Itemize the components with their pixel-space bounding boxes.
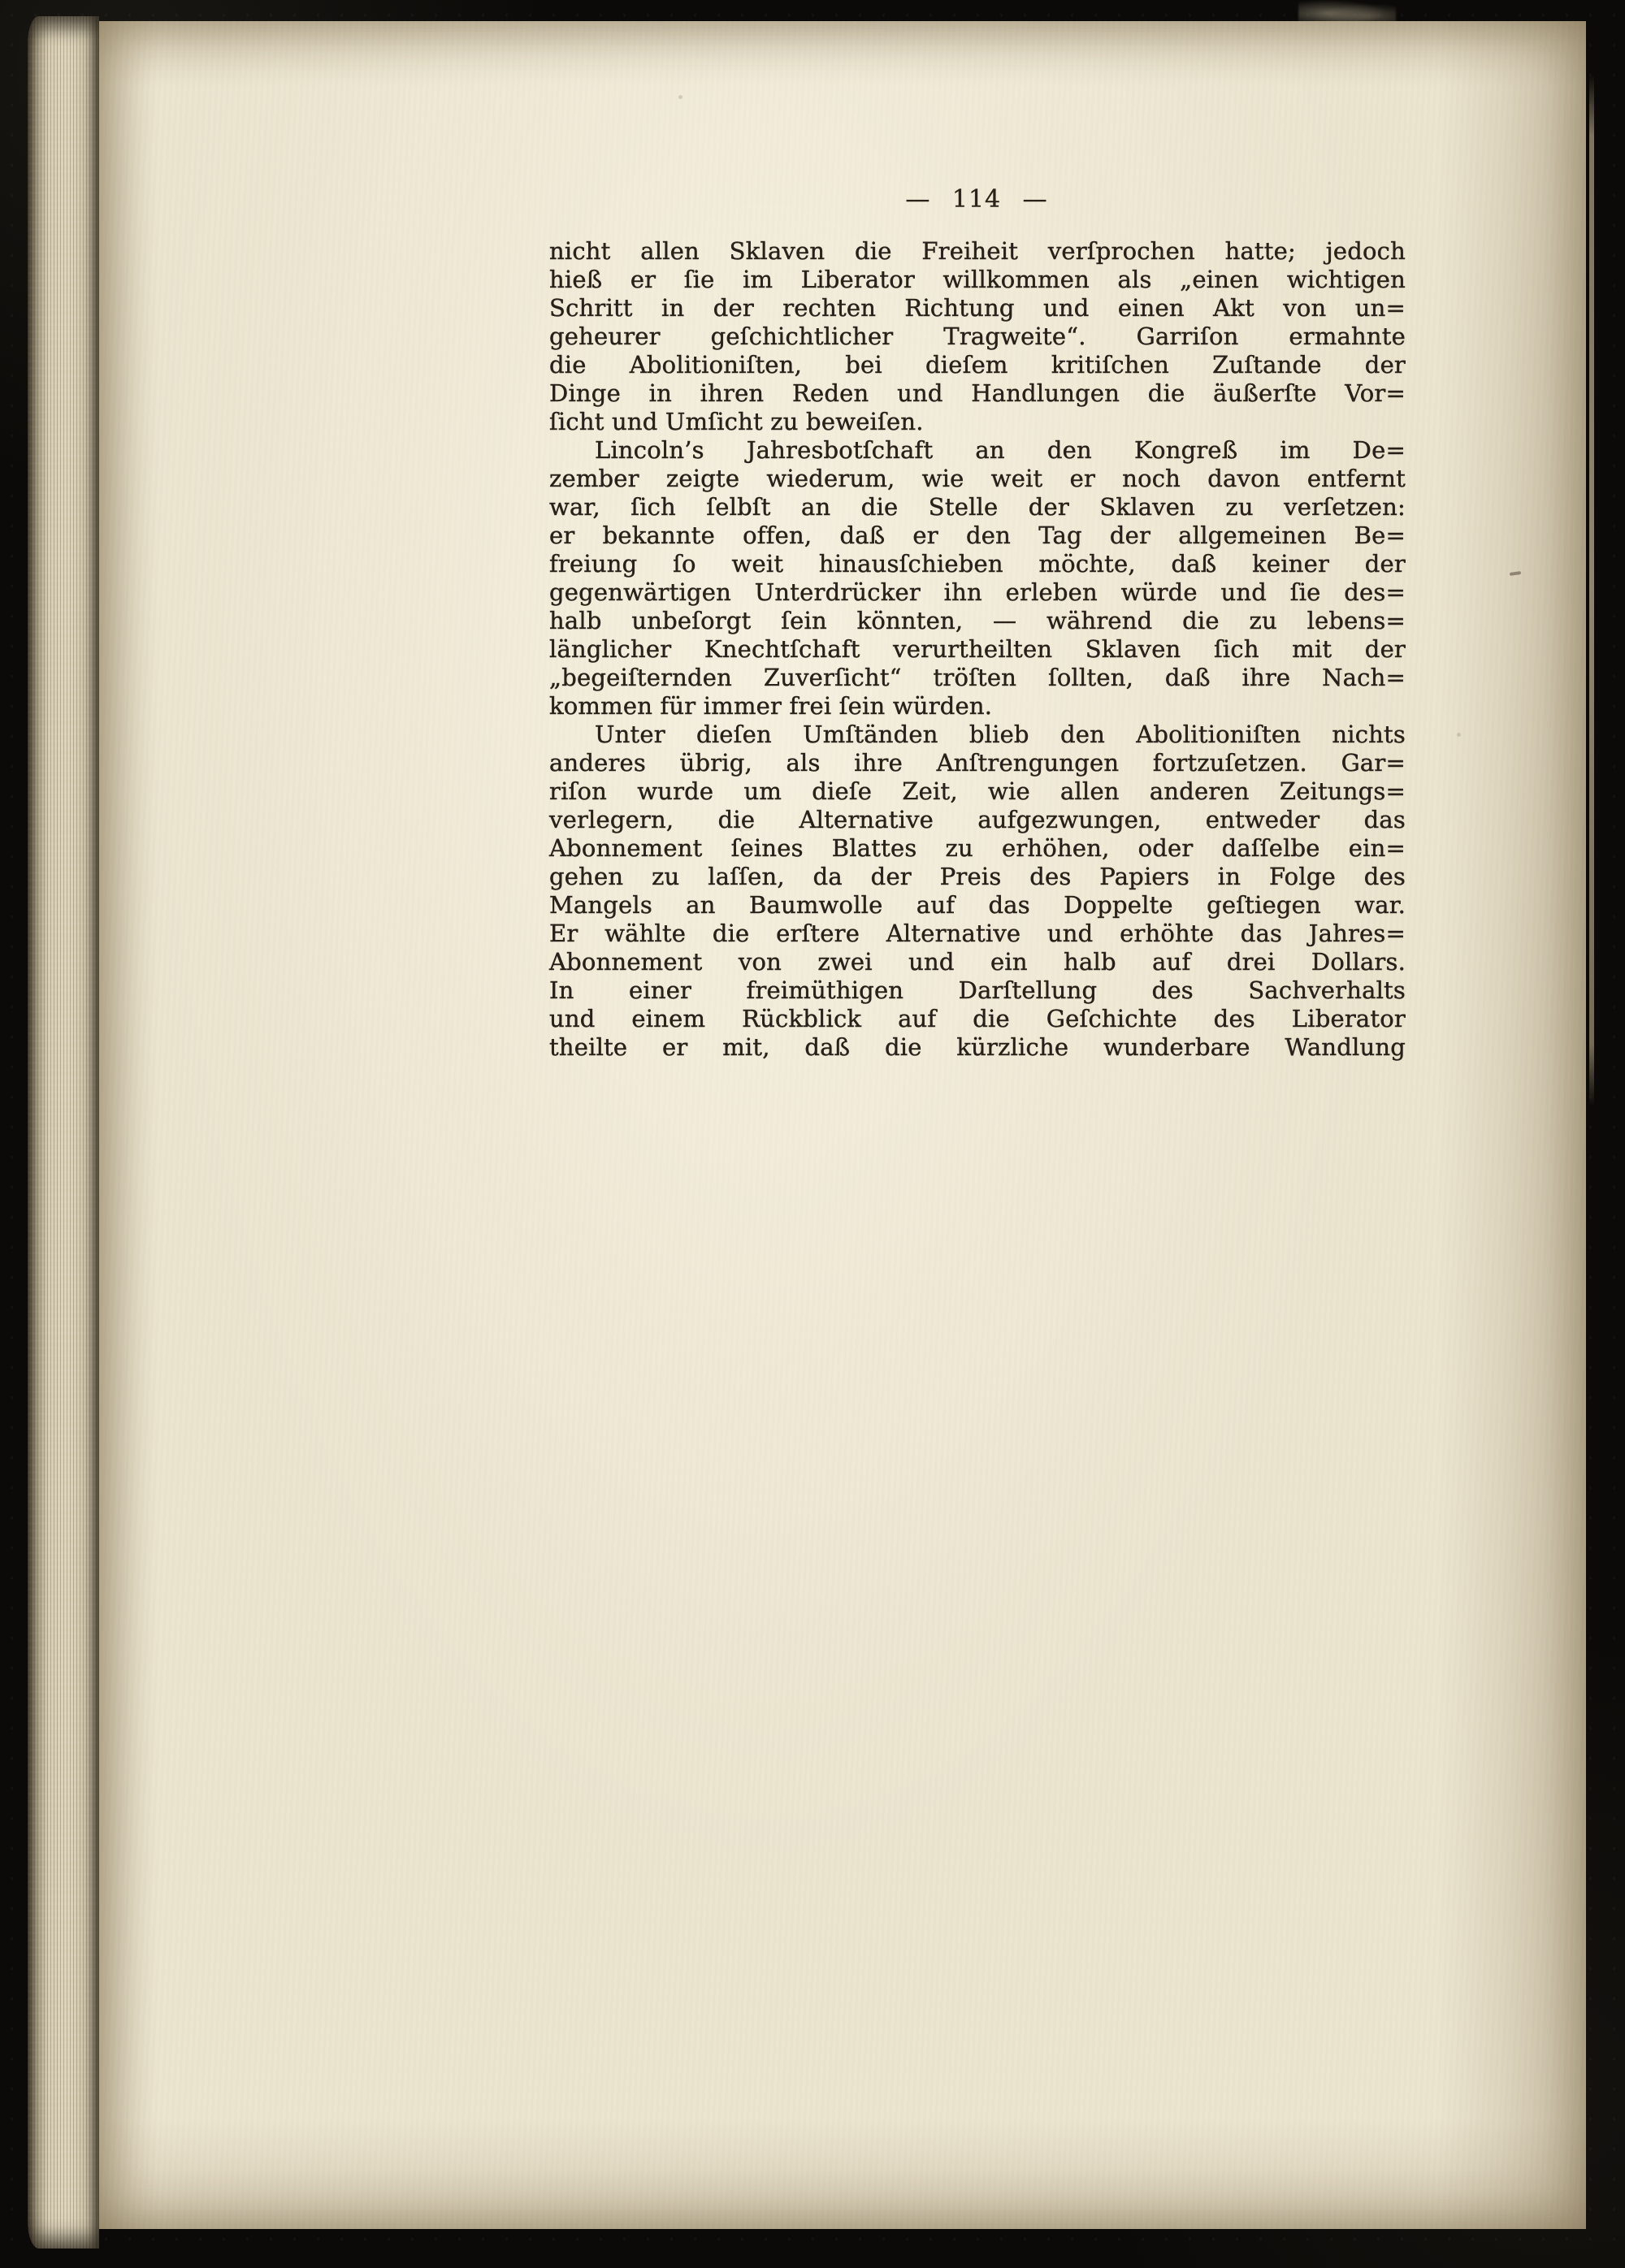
text-line: länglicher Knechtſchaft verurtheilten Sklaven ſich mit der xyxy=(549,635,1406,663)
spine-page-edge xyxy=(1589,75,1594,1106)
text-block xyxy=(549,237,1406,1062)
text-line: geheurer geſchichtlicher Tragweite“. Garriſon ermahnte xyxy=(549,322,1406,350)
paragraph xyxy=(549,237,1406,436)
text-line: Unter dieſen Umſtänden blieb den Abolitioniſten nichts xyxy=(595,721,1406,748)
text-line: nicht allen Sklaven die Freiheit verſprochen hatte; jedoch xyxy=(549,237,1406,265)
text-line: verlegern, die Alternative aufgezwungen, entweder das xyxy=(549,806,1406,833)
text-line: Abonnement von zwei und ein halb auf drei Dollars. xyxy=(549,948,1406,976)
ink-speck xyxy=(678,95,682,99)
text-line: hieß er ſie im Liberator willkommen als „einen wichtigen xyxy=(549,266,1406,293)
text-line: und einem Rückblick auf die Geſchichte des Liberator xyxy=(549,1005,1406,1032)
text-line: Er wählte die erſtere Alternative und erhöhte das Jahres= xyxy=(549,920,1406,947)
paragraph xyxy=(549,436,1406,721)
text-line: er bekannte offen, daß er den Tag der allgemeinen Be= xyxy=(549,522,1406,549)
text-line: riſon wurde um dieſe Zeit, wie allen anderen Zeitungs= xyxy=(549,777,1406,805)
text-line: theilte er mit, daß die kürzliche wunderbare Wandlung xyxy=(549,1033,1406,1061)
text-line: war, ſich ſelbſt an die Stelle der Sklaven zu verſetzen: xyxy=(549,493,1406,521)
ink-speck xyxy=(1457,733,1461,737)
page-number: — 114 — xyxy=(905,185,1048,214)
text-line: Lincoln’s Jahresbotſchaft an den Kongreß im De= xyxy=(595,436,1406,464)
margin-mark xyxy=(1510,571,1521,576)
page-stack-edge xyxy=(28,16,99,2249)
text-line: Abonnement ſeines Blattes zu erhöhen, oder daſſelbe ein= xyxy=(549,834,1406,862)
text-line: Dinge in ihren Reden und Handlungen die äußerſte Vor= xyxy=(549,379,1406,407)
text-line: gegenwärtigen Unterdrücker ihn erleben würde und ſie des= xyxy=(549,578,1406,606)
text-line: „begeiſternden Zuverſicht“ tröſten ſollten, daß ihre Nach= xyxy=(549,664,1406,691)
text-line: halb unbeſorgt ſein könnten, — während die zu lebens= xyxy=(549,607,1406,634)
text-line: die Abolitioniſten, bei dieſem kritiſchen Zuſtande der xyxy=(549,351,1406,379)
text-line: In einer freimüthigen Darſtellung des Sachverhalts xyxy=(549,976,1406,1004)
paragraph xyxy=(549,721,1406,1062)
text-line: Mangels an Baumwolle auf das Doppelte geſtiegen war. xyxy=(549,891,1406,919)
text-line: zember zeigte wiederum, wie weit er noch davon entfernt xyxy=(549,465,1406,492)
book-page xyxy=(99,21,1586,2229)
text-line: ſicht und Umſicht zu beweiſen. xyxy=(549,408,924,435)
text-line: Schritt in der rechten Richtung und einen Akt von un= xyxy=(549,294,1406,322)
text-line: gehen zu laſſen, da der Preis des Papiers in Folge des xyxy=(549,863,1406,890)
text-line: anderes übrig, als ihre Anſtrengungen fortzuſetzen. Gar= xyxy=(549,749,1406,777)
text-line: freiung ſo weit hinausſchieben möchte, daß keiner der xyxy=(549,550,1406,578)
text-line: kommen für immer frei ſein würden. xyxy=(549,692,993,720)
